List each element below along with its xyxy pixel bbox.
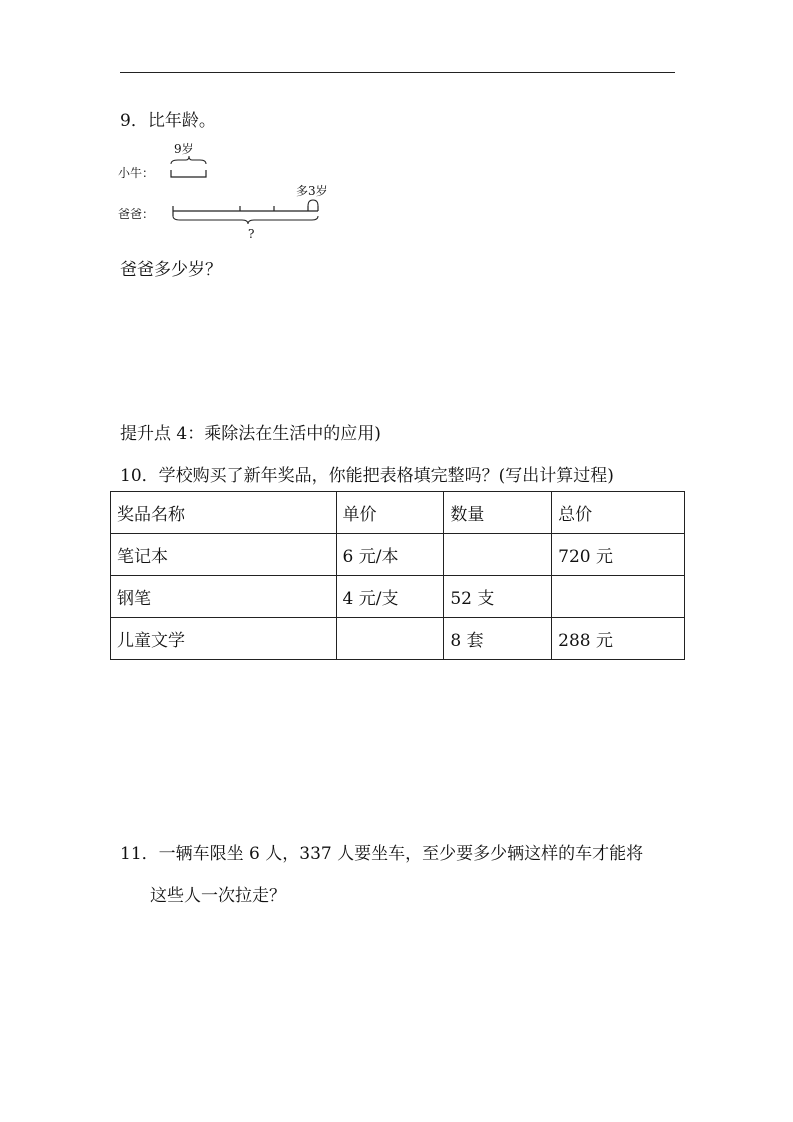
table-cell: 8 套 — [444, 618, 552, 660]
q11-line1: 11．一辆车限坐 6 人，337 人要坐车，至少要多少辆这样的车才能将 — [120, 844, 644, 864]
table-cell — [444, 534, 552, 576]
q10-title: 10．学校购买了新年奖品，你能把表格填完整吗？(写出计算过程) — [120, 466, 614, 486]
calf-age-label: 9岁 — [174, 142, 194, 156]
calf-label: 小牛： — [118, 166, 155, 180]
header-rule — [120, 72, 675, 73]
table-cell — [336, 618, 444, 660]
table-cell: 笔记本 — [111, 534, 337, 576]
more-label: 多3岁 — [296, 184, 328, 198]
age-bars — [118, 140, 338, 245]
table-cell: 钢笔 — [111, 576, 337, 618]
header-cell: 单价 — [336, 492, 444, 534]
q9-question: 爸爸多少岁？ — [120, 260, 222, 280]
table-cell: 288 元 — [552, 618, 685, 660]
table-row — [111, 618, 685, 660]
table-row — [111, 576, 685, 618]
table-cell: 52 支 — [444, 576, 552, 618]
q11-line2: 这些人一次拉走？ — [150, 886, 286, 906]
header-cell: 数量 — [444, 492, 552, 534]
table-cell: 4 元/支 — [336, 576, 444, 618]
table-cell: 720 元 — [552, 534, 685, 576]
section-heading: 提升点 4：乘除法在生活中的应用) — [120, 424, 381, 444]
prize-table — [110, 491, 685, 660]
table-cell — [552, 576, 685, 618]
table-header-row — [111, 492, 685, 534]
header-cell: 总价 — [552, 492, 685, 534]
header-cell: 奖品名称 — [111, 492, 337, 534]
age-diagram — [118, 140, 338, 245]
q9-title: 9．比年龄。 — [120, 111, 216, 131]
table-cell: 儿童文学 — [111, 618, 337, 660]
dad-label: 爸爸： — [118, 207, 155, 221]
table-row — [111, 534, 685, 576]
table-cell: 6 元/本 — [336, 534, 444, 576]
question-mark: ? — [248, 227, 255, 241]
